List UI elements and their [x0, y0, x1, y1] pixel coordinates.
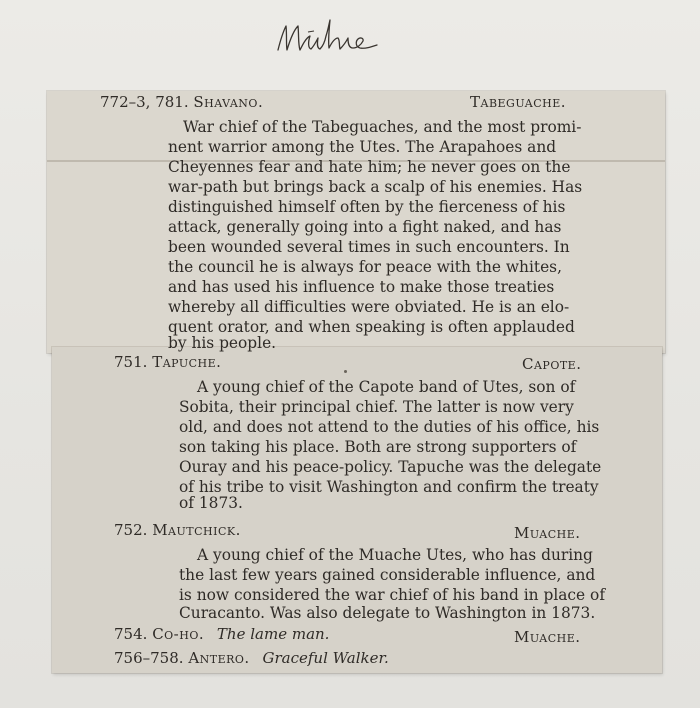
- entry-heading: [114, 648, 389, 668]
- entry-band: Capote.: [522, 355, 582, 373]
- entry-name: Antero.: [188, 649, 250, 667]
- text-line: whereby all difficulties were obviated. He is an elo-: [168, 298, 570, 316]
- text-line: Ouray and his peace-policy. Tapuche was the delegate: [179, 458, 602, 476]
- text-line: the council he is always for peace with the whites,: [168, 258, 562, 276]
- signature-mark: [250, 8, 410, 66]
- text-line: the last few years gained considerable influence, and: [179, 566, 596, 584]
- text-line: of his tribe to visit Washington and confirm the treaty: [179, 478, 599, 496]
- entry-heading: [114, 520, 241, 540]
- entry-name: Mautchick.: [152, 521, 241, 539]
- text-line: distinguished himself often by the fierceness of his: [168, 198, 566, 216]
- text-line: Curacanto. Was also delegate to Washington in 1873.: [179, 604, 596, 622]
- entry-number: 756–758.: [114, 649, 184, 667]
- text-line: Sobita, their principal chief. The latter is now very: [179, 398, 574, 416]
- entry-name: Tapuche.: [152, 353, 222, 371]
- entry-heading: [100, 92, 263, 112]
- text-line: Cheyennes fear and hate him; he never goes on the: [168, 158, 571, 176]
- text-line: War chief of the Tabeguaches, and the most promi-: [183, 118, 582, 136]
- entry-name: Co-ho.: [152, 625, 205, 643]
- text-line: war-path but brings back a scalp of his enemies. Has: [168, 178, 583, 196]
- entry-number: 772–3, 781.: [100, 93, 189, 111]
- entry-band: Tabeguache.: [470, 93, 567, 111]
- text-line: A young chief of the Capote band of Utes, son of: [197, 378, 576, 396]
- text-line: and has used his influence to make those treaties: [168, 278, 555, 296]
- entry-translation: Graceful Walker.: [262, 649, 389, 667]
- text-line: by his people.: [168, 334, 277, 352]
- text-line: son taking his place. Both are strong supporters of: [179, 438, 577, 456]
- entry-number: 751.: [114, 353, 148, 371]
- print-speck: [344, 370, 347, 373]
- entry-number: 754.: [114, 625, 148, 643]
- text-line: been wounded several times in such encounters. In: [168, 238, 570, 256]
- text-line: old, and does not attend to the duties of his office, his: [179, 418, 600, 436]
- text-line: nent warrior among the Utes. The Arapahoes and: [168, 138, 557, 156]
- text-line: of 1873.: [179, 494, 243, 512]
- entry-band: Muache.: [514, 628, 581, 646]
- entry-band: Muache.: [514, 524, 581, 542]
- text-line: quent orator, and when speaking is often applauded: [168, 318, 575, 336]
- entry-heading: [114, 352, 221, 372]
- handwritten-signature: [250, 8, 410, 66]
- entry-name: Shavano.: [193, 93, 264, 111]
- entry-number: 752.: [114, 521, 148, 539]
- text-line: attack, generally going into a fight naked, and has: [168, 218, 562, 236]
- entry-translation: The lame man.: [216, 625, 330, 643]
- text-line: A young chief of the Muache Utes, who has during: [197, 546, 593, 564]
- text-line: is now considered the war chief of his band in place of: [179, 586, 606, 604]
- entry-heading: [114, 624, 329, 644]
